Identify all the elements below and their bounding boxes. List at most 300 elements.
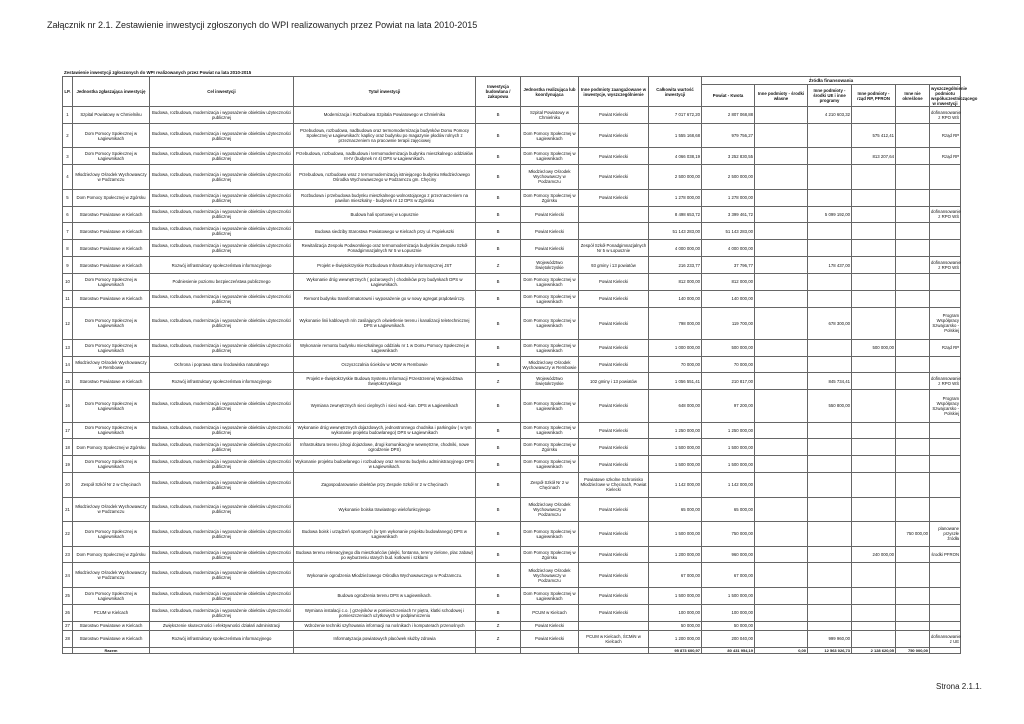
cell-wyszczegolnienie	[930, 621, 961, 630]
cell-rzad	[852, 273, 896, 290]
cell-wlasne	[755, 456, 808, 473]
cell-typ: Z	[476, 621, 521, 630]
cell-powiat: 97 200,00	[702, 390, 755, 422]
cell-inne-podmioty: Powiat Kielecki	[579, 273, 649, 290]
cell-powiat: 1 278 000,00	[702, 189, 755, 206]
cell-lp: 8	[63, 240, 73, 257]
cell-nieokreslone	[896, 206, 930, 223]
totals-label: Razem	[73, 648, 150, 654]
cell-wartosc: 51 143 283,00	[649, 223, 702, 240]
header-lp: LP.	[63, 77, 73, 107]
document-title: Załącznik nr 2.1. Zestawienie inwestycji zgłoszonych do WPI realizowanych przez Powiat na lata 2010-2015	[47, 20, 478, 30]
cell-cel: Budowa, rozbudowa, modernizacja i wyposażenie obiektów użyteczności publicznej	[150, 148, 294, 165]
cell-wartosc: 50 000,00	[649, 621, 702, 630]
cell-cel: Budowa, rozbudowa, modernizacja i wyposażenie obiektów użyteczności publicznej	[150, 587, 294, 604]
cell-ue	[808, 621, 852, 630]
totals-empty	[579, 648, 649, 654]
cell-typ: B	[476, 307, 521, 339]
cell-typ: B	[476, 240, 521, 257]
cell-wartosc: 67 000,00	[649, 563, 702, 588]
cell-wlasne	[755, 223, 808, 240]
totals-wartosc: 95 873 600,97	[649, 648, 702, 654]
table-row	[63, 273, 961, 290]
cell-powiat: 100 000,00	[702, 604, 755, 621]
cell-realizujaca: Powiat Kielecki	[521, 240, 579, 257]
cell-wartosc: 7 017 672,20	[649, 107, 702, 124]
cell-jednostka: Starostwo Powiatowe w Kielcach	[73, 630, 150, 647]
cell-wartosc: 1 056 551,41	[649, 373, 702, 390]
cell-wlasne	[755, 621, 808, 630]
cell-nieokreslone	[896, 587, 930, 604]
cell-powiat: 67 000,00	[702, 563, 755, 588]
cell-typ: B	[476, 522, 521, 547]
cell-nieokreslone	[896, 621, 930, 630]
cell-realizujaca: PCUM w Kielcach	[521, 604, 579, 621]
cell-cel: Budowa, rozbudowa, modernizacja i wyposażenie obiektów użyteczności publicznej	[150, 522, 294, 547]
cell-ue	[808, 604, 852, 621]
cell-nieokreslone	[896, 107, 930, 124]
cell-wartosc: 1 555 168,68	[649, 123, 702, 148]
cell-rzad	[852, 356, 896, 373]
page-number: Strona 2.1.1.	[936, 682, 982, 691]
cell-jednostka: Dom Pomocy Społecznej w Zgórsku	[73, 439, 150, 456]
cell-lp: 3	[63, 148, 73, 165]
cell-lp: 18	[63, 439, 73, 456]
cell-rzad	[852, 604, 896, 621]
cell-wyszczegolnienie	[930, 497, 961, 522]
cell-inne-podmioty	[579, 621, 649, 630]
cell-nieokreslone	[896, 604, 930, 621]
cell-jednostka: Zespół Szkół Nr 2 w Chęcinach	[73, 473, 150, 498]
cell-wyszczegolnienie: Rząd RP	[930, 148, 961, 165]
cell-wartosc: 648 000,00	[649, 390, 702, 422]
cell-tytul: Oczyszczalnia ścieków w MOW w Rembowie	[294, 356, 476, 373]
table-row	[63, 473, 961, 498]
cell-ue	[808, 240, 852, 257]
cell-nieokreslone	[896, 456, 930, 473]
cell-rzad	[852, 473, 896, 498]
cell-cel: Budowa, rozbudowa, modernizacja i wyposażenie obiektów użyteczności publicznej	[150, 339, 294, 356]
cell-tytul: Przebudowa, rozbudowa wraz z termomodernizacją istniejącego budynku Młodzieżowego Ośrodka Wychowawczego w Podzamczu gm. Chęciny	[294, 165, 476, 190]
cell-jednostka: Szpital Powiatowy w Chmielniku	[73, 107, 150, 124]
cell-wyszczegolnienie	[930, 563, 961, 588]
cell-realizujaca: Młodzieżowy Ośrodek Wychowawczy w Podzamczu	[521, 165, 579, 190]
cell-tytul: Modernizacja i Rozbudowa Szpitala Powiatowego w Chmielniku	[294, 107, 476, 124]
cell-wlasne	[755, 373, 808, 390]
cell-wyszczegolnienie: planowane przyszłe źródła	[930, 522, 961, 547]
cell-powiat: 1 500 000,00	[702, 456, 755, 473]
cell-realizujaca: Dom Pomocy Społecznej w Łagiewnikach	[521, 290, 579, 307]
cell-wyszczegolnienie	[930, 456, 961, 473]
cell-wyszczegolnienie: środki PFRON	[930, 546, 961, 563]
cell-lp: 4	[63, 165, 73, 190]
cell-wlasne	[755, 107, 808, 124]
cell-jednostka: Starostwo Powiatowe w Kielcach	[73, 223, 150, 240]
cell-tytul: Informatyzacja powiatowych placówek służby zdrowia	[294, 630, 476, 647]
cell-powiat: 1 500 000,00	[702, 439, 755, 456]
cell-cel: Budowa, rozbudowa, modernizacja i wyposażenie obiektów użyteczności publicznej	[150, 290, 294, 307]
cell-ue	[808, 290, 852, 307]
cell-ue: 999 960,00	[808, 630, 852, 647]
cell-wartosc: 65 000,00	[649, 497, 702, 522]
cell-ue: 678 300,00	[808, 307, 852, 339]
cell-lp: 11	[63, 290, 73, 307]
cell-rzad	[852, 630, 896, 647]
header-wartosc: Całkowita wartość inwestycji	[649, 77, 702, 107]
cell-powiat: 2 807 068,88	[702, 107, 755, 124]
cell-rzad	[852, 439, 896, 456]
header-inne-podmioty: Inne podmioty zaangażowane w inwestycje, wyszczególnienie	[579, 77, 649, 107]
cell-wartosc: 140 000,00	[649, 290, 702, 307]
table-row	[63, 356, 961, 373]
table-row	[63, 307, 961, 339]
cell-lp: 25	[63, 587, 73, 604]
cell-powiat: 200 040,00	[702, 630, 755, 647]
cell-ue	[808, 456, 852, 473]
cell-inne-podmioty: 93 gminy i 13 powiatów	[579, 257, 649, 274]
cell-typ: B	[476, 422, 521, 439]
cell-powiat: 140 000,00	[702, 290, 755, 307]
cell-powiat: 50 000,00	[702, 621, 755, 630]
cell-typ: B	[476, 189, 521, 206]
table-row	[63, 257, 961, 274]
cell-inne-podmioty: Powiat Kielecki	[579, 165, 649, 190]
cell-inne-podmioty: Powiat Kielecki	[579, 456, 649, 473]
cell-powiat: 3 399 461,72	[702, 206, 755, 223]
cell-wlasne	[755, 390, 808, 422]
cell-typ: B	[476, 563, 521, 588]
cell-nieokreslone	[896, 165, 930, 190]
cell-ue	[808, 522, 852, 547]
header-wlasne: Inne podmioty - środki własne	[755, 85, 808, 107]
cell-powiat: 119 700,00	[702, 307, 755, 339]
cell-cel: Budowa, rozbudowa, modernizacja i wyposażenie obiektów użyteczności publicznej	[150, 240, 294, 257]
cell-powiat: 37 796,77	[702, 257, 755, 274]
cell-wlasne	[755, 257, 808, 274]
cell-inne-podmioty: Powiat Kielecki	[579, 290, 649, 307]
totals-ue: 12 563 026,73	[808, 648, 852, 654]
cell-jednostka: Dom Pomocy Społecznej w Zgórsku	[73, 189, 150, 206]
cell-realizujaca: Dom Pomocy Społecznej w Łagiewnikach	[521, 456, 579, 473]
cell-cel: Budowa, rozbudowa, modernizacja i wyposażenie obiektów użyteczności publicznej	[150, 439, 294, 456]
cell-typ: B	[476, 473, 521, 498]
cell-wartosc: 1 278 000,00	[649, 189, 702, 206]
cell-inne-podmioty	[579, 206, 649, 223]
cell-lp: 6	[63, 206, 73, 223]
table-row	[63, 390, 961, 422]
cell-inne-podmioty: Powiat Kielecki	[579, 422, 649, 439]
cell-wlasne	[755, 546, 808, 563]
cell-ue	[808, 563, 852, 588]
cell-ue: 4 210 603,32	[808, 107, 852, 124]
cell-inne-podmioty: Zespół Szkół Ponadgimnazjalnych Nr 5 w Łopusznie	[579, 240, 649, 257]
cell-wyszczegolnienie	[930, 189, 961, 206]
cell-lp: 27	[63, 621, 73, 630]
cell-wyszczegolnienie: dofinansowanie z RPO WŚ	[930, 373, 961, 390]
cell-powiat: 750 000,00	[702, 522, 755, 547]
cell-ue	[808, 473, 852, 498]
header-jednostka: Jednostka zgłaszająca inwestycję	[73, 77, 150, 107]
cell-wyszczegolnienie	[930, 165, 961, 190]
cell-realizujaca: Powiat Kielecki	[521, 630, 579, 647]
totals-wlasne: 0,00	[755, 648, 808, 654]
cell-typ: B	[476, 456, 521, 473]
cell-jednostka: Młodzieżowy Ośrodek Wychowawczy w Podzamczu	[73, 165, 150, 190]
cell-lp: 22	[63, 522, 73, 547]
cell-tytul: Wykonanie dróg wewnętrznych dojazdowych, jednostronnego chodnika i parkingów ( w tym wykonanie projektu budowlanego) DPS w Łagiewnikach	[294, 422, 476, 439]
table-body	[63, 107, 961, 648]
cell-inne-podmioty: Powiat Kielecki	[579, 339, 649, 356]
cell-tytul: Wykonanie linii kablowych n/n zasilających oświetlenie terenu i kanalizacji teletechnicznej DPS w Łagiewnikach.	[294, 307, 476, 339]
cell-ue	[808, 189, 852, 206]
cell-cel: Budowa, rozbudowa, modernizacja i wyposażenie obiektów użyteczności publicznej	[150, 604, 294, 621]
header-cel: Cel inwestycji	[150, 77, 294, 107]
cell-wlasne	[755, 339, 808, 356]
cell-rzad: 575 412,41	[852, 123, 896, 148]
cell-typ: B	[476, 290, 521, 307]
cell-wartosc: 2 500 000,00	[649, 165, 702, 190]
cell-ue	[808, 223, 852, 240]
cell-tytul: Rewitalizacja Zespołu Podworskiego oraz termomodernizacja budynków Zespołu Szkół Ponadgimnazjalnych Nr 5 w Łopusznie	[294, 240, 476, 257]
cell-tytul: Przebudowa, rozbudowa, nadbudowa oraz termomodernizacja budynków Domu Pomocy Społecznej w Łagiewnikach: kaplicy oraz budynku po magazynie płodów rolnych z przeznaczeniem na pracownie terapii zajęciowej	[294, 123, 476, 148]
cell-cel: Budowa, rozbudowa, modernizacja i wyposażenie obiektów użyteczności publicznej	[150, 546, 294, 563]
cell-realizujaca: Zespół Szkół Nr 2 w Chęcinach	[521, 473, 579, 498]
cell-wyszczegolnienie	[930, 439, 961, 456]
cell-inne-podmioty: Powiat Kielecki	[579, 356, 649, 373]
cell-wartosc: 100 000,00	[649, 604, 702, 621]
cell-inne-podmioty: Powiatowe szkolne Schronisko Młodzieżowe w Chęcinach, Powiat Kielecki	[579, 473, 649, 498]
cell-inne-podmioty: Powiat Kielecki	[579, 522, 649, 547]
cell-realizujaca: Dom Pomocy Społecznej w Łagiewnikach	[521, 422, 579, 439]
header-typ: Inwestycja budowlana / zakupowa	[476, 77, 521, 107]
cell-nieokreslone	[896, 390, 930, 422]
cell-rzad	[852, 257, 896, 274]
cell-wyszczegolnienie	[930, 356, 961, 373]
cell-nieokreslone	[896, 630, 930, 647]
cell-cel: Rozwój infrastruktury społeczeństwa informacyjnego	[150, 630, 294, 647]
cell-rzad	[852, 240, 896, 257]
cell-nieokreslone	[896, 273, 930, 290]
cell-inne-podmioty: Powiat Kielecki	[579, 107, 649, 124]
table-row	[63, 587, 961, 604]
cell-realizujaca: Dom Pomocy Społecznej w Łagiewnikach	[521, 148, 579, 165]
investments-table	[62, 76, 978, 654]
totals-empty	[521, 648, 579, 654]
header-realizujaca: Jednostka realizująca lub koordynująca	[521, 77, 579, 107]
totals-empty-lp	[63, 648, 73, 654]
cell-ue	[808, 422, 852, 439]
cell-realizujaca: Młodzieżowy Ośrodek Wychowawczy w Podzamczu	[521, 563, 579, 588]
header-nieokreslone: Inne nie określone	[896, 85, 930, 107]
cell-ue: 550 800,00	[808, 390, 852, 422]
cell-wartosc: 798 000,00	[649, 307, 702, 339]
cell-realizujaca: Powiat Kielecki	[521, 206, 579, 223]
cell-powiat: 65 000,00	[702, 497, 755, 522]
cell-rzad	[852, 390, 896, 422]
header-tytul: Tytuł inwestycji	[294, 77, 476, 107]
cell-cel: Budowa, rozbudowa, modernizacja i wyposażenie obiektów użyteczności publicznej	[150, 123, 294, 148]
cell-nieokreslone	[896, 307, 930, 339]
cell-lp: 20	[63, 473, 73, 498]
cell-cel: Budowa, rozbudowa, modernizacja i wyposażenie obiektów użyteczności publicznej	[150, 456, 294, 473]
cell-jednostka: Dom Pomocy Społecznej w Łagiewnikach	[73, 587, 150, 604]
cell-lp: 14	[63, 356, 73, 373]
cell-wartosc: 4 000 000,00	[649, 240, 702, 257]
cell-realizujaca: Dom Pomocy Społecznej w Łagiewnikach	[521, 522, 579, 547]
investments-table-container	[62, 76, 978, 654]
cell-wyszczegolnienie	[930, 240, 961, 257]
cell-powiat: 4 000 000,00	[702, 240, 755, 257]
cell-typ: Z	[476, 373, 521, 390]
table-row	[63, 240, 961, 257]
cell-realizujaca: Młodzieżowy Ośrodek Wychowawczy w Rembowie	[521, 356, 579, 373]
cell-wyszczegolnienie: dofinansowanie z UE	[930, 630, 961, 647]
cell-typ: B	[476, 587, 521, 604]
cell-wartosc: 1 200 000,00	[649, 546, 702, 563]
cell-cel: Budowa, rozbudowa, modernizacja i wyposażenie obiektów użyteczności publicznej	[150, 563, 294, 588]
cell-wyszczegolnienie	[930, 473, 961, 498]
cell-nieokreslone	[896, 240, 930, 257]
cell-powiat: 1 250 000,00	[702, 422, 755, 439]
cell-cel: Budowa, rozbudowa, modernizacja i wyposażenie obiektów użyteczności publicznej	[150, 497, 294, 522]
cell-cel: Budowa, rozbudowa, modernizacja i wyposażenie obiektów użyteczności publicznej	[150, 422, 294, 439]
cell-tytul: Zagospodarowanie obiektów przy Zespole Szkół nr 2 w Chęcinach	[294, 473, 476, 498]
cell-cel: Rozwój infrastruktury społeczeństwa informacyjnego	[150, 373, 294, 390]
cell-typ: B	[476, 223, 521, 240]
cell-realizujaca: Szpital Powiatowy w Chmielniku	[521, 107, 579, 124]
cell-lp: 13	[63, 339, 73, 356]
cell-wartosc: 8 498 653,72	[649, 206, 702, 223]
cell-typ: Z	[476, 257, 521, 274]
cell-ue: 5 099 192,00	[808, 206, 852, 223]
totals-rzad: 2 128 620,05	[852, 648, 896, 654]
cell-typ: B	[476, 273, 521, 290]
cell-wyszczegolnienie	[930, 587, 961, 604]
cell-jednostka: Dom Pomocy Społecznej w Łagiewnikach	[73, 148, 150, 165]
cell-lp: 15	[63, 373, 73, 390]
cell-lp: 1	[63, 107, 73, 124]
cell-jednostka: Starostwo Powiatowe w Kielcach	[73, 206, 150, 223]
cell-cel: Budowa, rozbudowa, modernizacja i wyposażenie obiektów użyteczności publicznej	[150, 189, 294, 206]
cell-ue	[808, 273, 852, 290]
cell-realizujaca: Dom Pomocy Społecznej w Łagiewnikach	[521, 273, 579, 290]
cell-realizujaca: Dom Pomocy Społecznej w Łagiewnikach	[521, 390, 579, 422]
cell-wlasne	[755, 587, 808, 604]
cell-powiat: 3 252 830,55	[702, 148, 755, 165]
cell-cel: Budowa, rozbudowa, modernizacja i wyposażenie obiektów użyteczności publicznej	[150, 473, 294, 498]
cell-jednostka: Młodzieżowy Ośrodek Wychowawczy w Rembowie	[73, 356, 150, 373]
cell-cel: Rozwój infrastruktury społeczeństwa informacyjnego	[150, 257, 294, 274]
cell-wartosc: 1 200 000,00	[649, 630, 702, 647]
cell-realizujaca: Młodzieżowy Ośrodek Wychowawczy w Podzamczu	[521, 497, 579, 522]
cell-tytul: Remont budynku transformatorowni i wyposażenie go w nowy agregat prądotwórczy.	[294, 290, 476, 307]
cell-typ: B	[476, 206, 521, 223]
cell-wlasne	[755, 165, 808, 190]
cell-inne-podmioty: Powiat Kielecki	[579, 148, 649, 165]
cell-nieokreslone	[896, 422, 930, 439]
cell-wlasne	[755, 563, 808, 588]
table-row	[63, 522, 961, 547]
cell-jednostka: Starostwo Powiatowe w Kielcach	[73, 240, 150, 257]
header-ue: Inne podmioty - środki UE i inne programy	[808, 85, 852, 107]
cell-wyszczegolnienie	[930, 422, 961, 439]
cell-wlasne	[755, 123, 808, 148]
cell-lp: 16	[63, 390, 73, 422]
cell-jednostka: Dom Pomocy Społecznej w Łagiewnikach	[73, 307, 150, 339]
cell-tytul: Rozbudowa i przebudowa budynku mieszkalnego wolnostojącego z przeznaczeniem na pawilon mieszkalny - budynek nr 12 DPS w Zgórsku	[294, 189, 476, 206]
table-row	[63, 563, 961, 588]
cell-typ: B	[476, 165, 521, 190]
cell-inne-podmioty: Powiat Kielecki	[579, 189, 649, 206]
cell-rzad	[852, 621, 896, 630]
cell-jednostka: Dom Pomocy Społecznej w Łagiewnikach	[73, 422, 150, 439]
cell-rzad: 240 000,00	[852, 546, 896, 563]
cell-wlasne	[755, 206, 808, 223]
cell-wyszczegolnienie: Program Współpracy Szwajcarsko - Polskiej	[930, 390, 961, 422]
table-row	[63, 290, 961, 307]
cell-tytul: Wykonanie remontu budynku mieszkalnego oddziału nr 1 w Domu Pomocy Społecznej w Łagiewnikach	[294, 339, 476, 356]
cell-inne-podmioty	[579, 223, 649, 240]
cell-nieokreslone: 750 000,00	[896, 522, 930, 547]
cell-jednostka: Dom Pomocy Społecznej w Zgórsku	[73, 546, 150, 563]
cell-wartosc: 216 233,77	[649, 257, 702, 274]
cell-ue	[808, 587, 852, 604]
cell-realizujaca: Dom Pomocy Społecznej w Łagiewnikach	[521, 339, 579, 356]
cell-lp: 7	[63, 223, 73, 240]
cell-rzad	[852, 189, 896, 206]
cell-tytul: Wykonanie projektu budowlanego i rozbudowy oraz remontu budynku administracyjnego DPS w Łagiewnikach.	[294, 456, 476, 473]
table-row	[63, 456, 961, 473]
header-wyszczegolnienie: wyszczególnienie podmiotu współuczestniczącego w inwestycji	[931, 85, 978, 106]
cell-wartosc: 1 500 000,00	[649, 456, 702, 473]
cell-cel: Budowa, rozbudowa, modernizacja i wyposażenie obiektów użyteczności publicznej	[150, 390, 294, 422]
cell-nieokreslone	[896, 546, 930, 563]
cell-wartosc: 1 250 000,00	[649, 422, 702, 439]
cell-rzad	[852, 290, 896, 307]
cell-jednostka: Dom Pomocy Społecznej w Łagiewnikach	[73, 123, 150, 148]
cell-realizujaca: Dom Pomocy Społecznej w Zgórsku	[521, 439, 579, 456]
cell-realizujaca: Województwo Świętokrzyskie	[521, 373, 579, 390]
cell-wlasne	[755, 473, 808, 498]
cell-ue	[808, 356, 852, 373]
cell-inne-podmioty: Powiat Kielecki	[579, 604, 649, 621]
cell-wartosc: 1 500 000,00	[649, 522, 702, 547]
cell-lp: 12	[63, 307, 73, 339]
cell-tytul: Wymiana zewnętrznych sieci cieplnych i sieci wod.-kan. DPS w Łagiewnikach	[294, 390, 476, 422]
cell-typ: Z	[476, 630, 521, 647]
cell-powiat: 51 143 283,00	[702, 223, 755, 240]
table-row	[63, 165, 961, 190]
cell-powiat: 70 000,00	[702, 356, 755, 373]
cell-nieokreslone	[896, 497, 930, 522]
cell-inne-podmioty: Powiat Kielecki	[579, 546, 649, 563]
cell-inne-podmioty: Powiat Kielecki	[579, 307, 649, 339]
cell-wartosc: 812 000,00	[649, 273, 702, 290]
cell-cel: Ochrona i poprawa stanu środowiska naturalnego	[150, 356, 294, 373]
cell-wlasne	[755, 422, 808, 439]
table-row	[63, 422, 961, 439]
cell-lp: 9	[63, 257, 73, 274]
cell-cel: Budowa, rozbudowa, modernizacja i wyposażenie obiektów użyteczności publicznej	[150, 165, 294, 190]
cell-cel: Budowa, rozbudowa, modernizacja i wyposażenie obiektów użyteczności publicznej	[150, 307, 294, 339]
cell-typ: B	[476, 123, 521, 148]
cell-cel: Zwiększenie skuteczności i efektywności działań administracji	[150, 621, 294, 630]
cell-typ: B	[476, 148, 521, 165]
table-row	[63, 189, 961, 206]
cell-wyszczegolnienie	[930, 223, 961, 240]
cell-rzad	[852, 422, 896, 439]
cell-powiat: 960 000,00	[702, 546, 755, 563]
